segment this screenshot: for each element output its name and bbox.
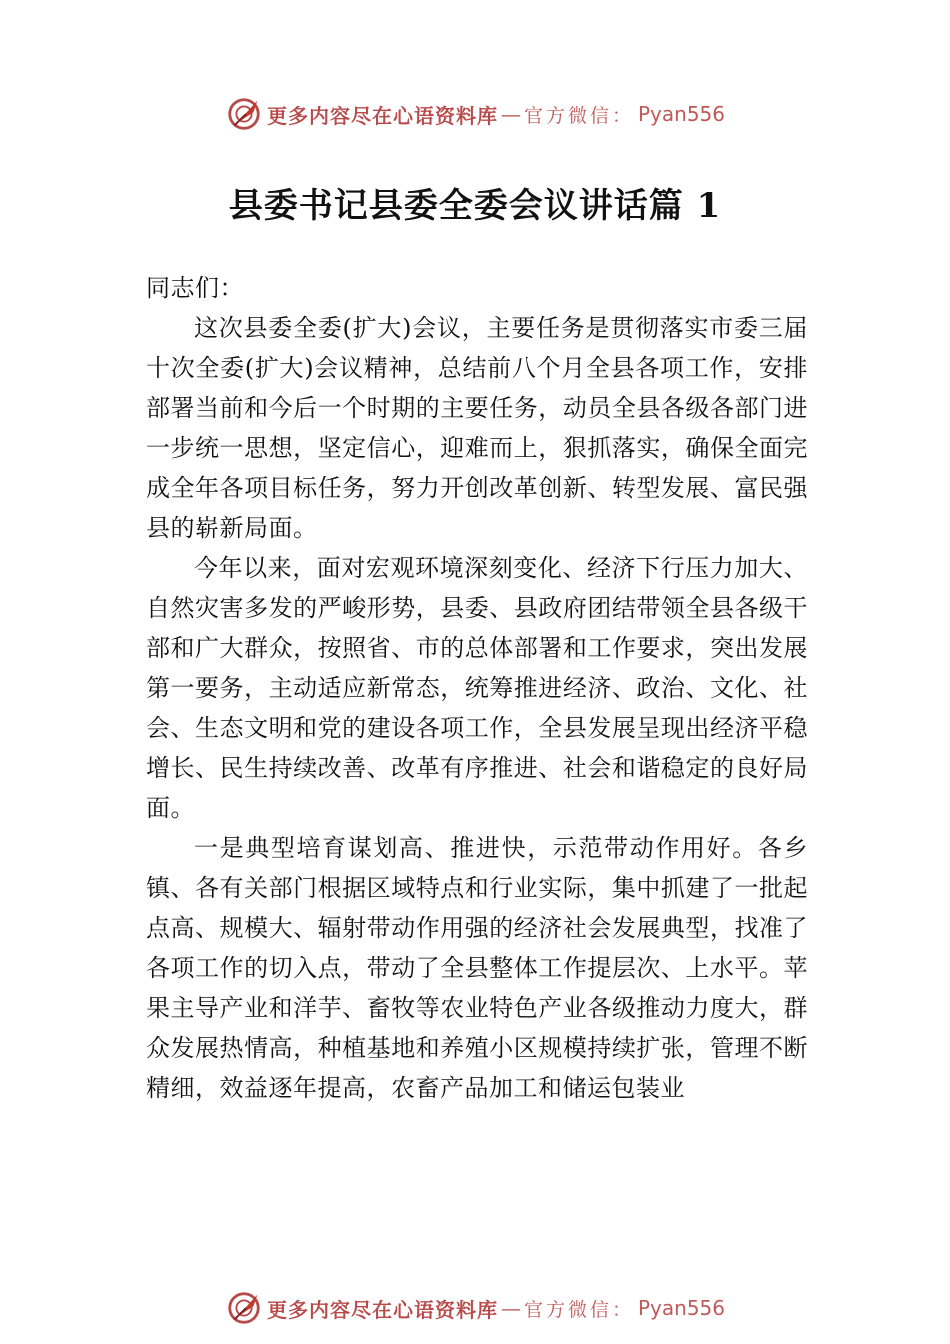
- quill-logo-icon: [225, 95, 263, 133]
- banner-slogan: 更多内容尽在心语资料库: [266, 103, 498, 128]
- banner-slogan: 更多内容尽在心语资料库: [266, 1297, 498, 1322]
- paragraph: 一是典型培育谋划高、推进快，示范带动作用好。各乡镇、各有关部门根据区域特点和行业实际，集中抓建了一批起点高、规模大、辐射带动作用强的经济社会发展典型，找准了各项工作的切入点，带动了全县整体工作提层次、上水平。苹果主导产业和洋芋、畜牧等农业特色产业各级推动力度大，群众发展热情高，种植基地和养殖小区规模持续扩张，管理不断精细，效益逐年提高，农畜产品加工和储运包装业: [146, 834, 808, 1102]
- header-banner: [0, 92, 950, 136]
- quill-logo-icon: [225, 1289, 263, 1327]
- footer-banner: [0, 1286, 950, 1330]
- banner-separator: —: [500, 1296, 521, 1320]
- document-title: 县委书记县委全委会议讲话篇 1: [228, 186, 722, 226]
- salutation: 同志们：: [146, 274, 244, 302]
- banner-wechat-label: 官方微信：: [523, 1298, 634, 1321]
- banner-wechat-label: 官方微信：: [523, 104, 634, 127]
- paragraph: 这次县委全委(扩大)会议，主要任务是贯彻落实市委三届十次全委(扩大)会议精神，总结前八个月全县各项工作，安排部署当前和今后一个时期的主要任务，动员全县各级各部门进一步统一思想，坚定信心，迎难而上，狠抓落实，确保全面完成全年各项目标任务，努力开创改革创新、转型发展、富民强县的崭新局面。: [146, 314, 808, 542]
- banner-wechat-id: Pyan556: [638, 102, 726, 126]
- banner-separator: —: [500, 102, 521, 126]
- paragraph: 今年以来，面对宏观环境深刻变化、经济下行压力加大、自然灾害多发的严峻形势，县委、县政府团结带领全县各级干部和广大群众，按照省、市的总体部署和工作要求，突出发展第一要务，主动适应新常态，统筹推进经济、政治、文化、社会、生态文明和党的建设各项工作，全县发展呈现出经济平稳增长、民生持续改善、改革有序推进、社会和谐稳定的良好局面。: [146, 554, 808, 822]
- document-body: [146, 268, 808, 1108]
- banner-wechat-id: Pyan556: [638, 1296, 726, 1320]
